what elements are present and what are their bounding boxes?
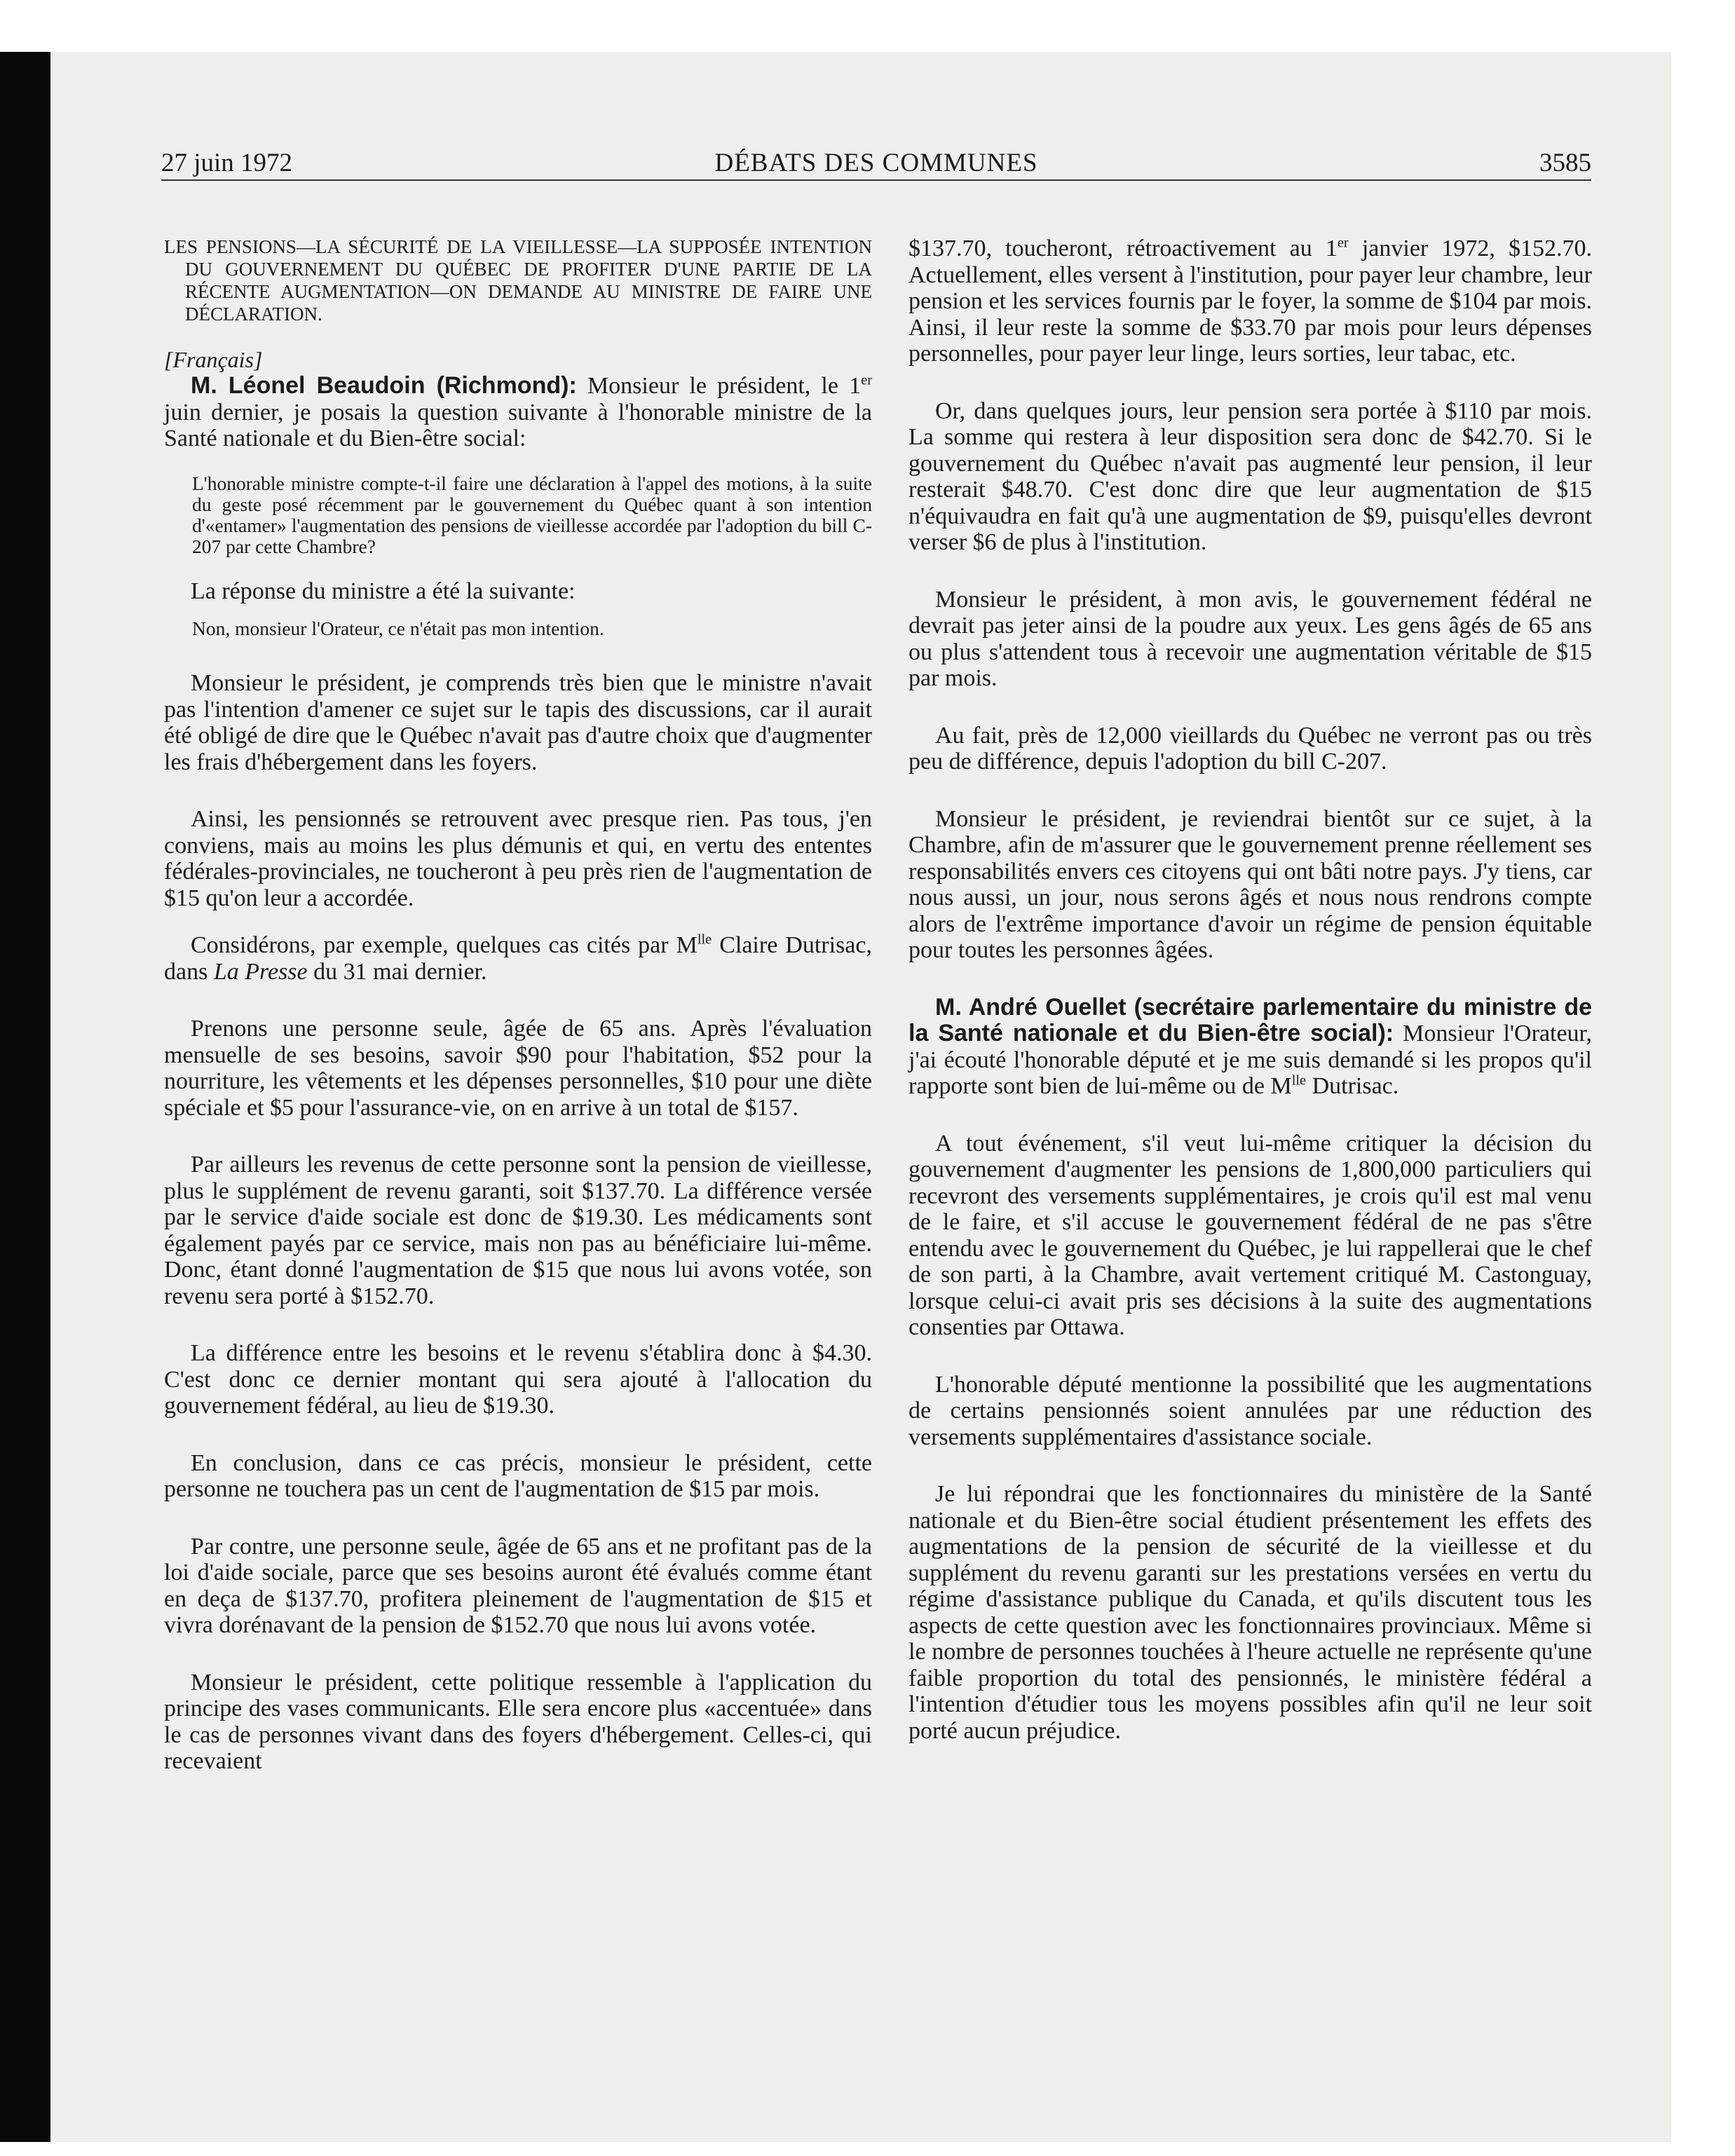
text-run: janvier 1972, $152.70. Actuellement, elles versent à l'institution, pour payer leur chambre, leur pension et les services fournis par le foyer, la somme de $104 par mois. Ainsi, il leur reste la somme de $33.70 par mois pour leurs dépenses personnelles, pour payer leur linge, leurs sorties, leur tabac, etc. xyxy=(909,236,1592,367)
text-run: Considérons, par exemple, quelques cas cités par M xyxy=(191,932,698,958)
paragraph xyxy=(909,236,1592,367)
paragraph: Monsieur le président, je reviendrai bientôt sur ce sujet, à la Chambre, afin de m'assurer que le gouvernement prenne réellement ses responsabilités envers ces citoyens qui ont bâti notre pays. J'y tiens, car nous aussi, un jour, nous serons âgés et nous nous rendrons compte alors de l'extrême importance d'avoir un régime de pension équitable pour toutes les personnes âgées. xyxy=(909,805,1592,963)
text-run: Dutrisac. xyxy=(1306,1073,1399,1099)
paragraph xyxy=(164,932,872,985)
paragraph: Monsieur le président, cette politique ressemble à l'application du principe des vases communicants. Elle sera encore plus «accentuée» dans le cas de personnes vivant dans des foyers d'hébergement. Celles-ci, qui recevaient xyxy=(164,1669,872,1774)
paragraph: La réponse du ministre a été la suivante: xyxy=(191,578,576,604)
superscript: lle xyxy=(697,932,712,948)
paragraph xyxy=(164,373,872,452)
paragraph: Or, dans quelques jours, leur pension sera portée à $110 par mois. La somme qui restera à leur disposition sera donc de $42.70. Si le gouvernement du Québec n'avait pas augmenté leur pension, il leur resterait $48.70. C'est donc dire que leur augmentation de $15 n'équivaudra en fait qu'à une augmentation de $9, puisqu'elles devront verser $6 de plus à l'institution. xyxy=(909,397,1592,555)
paragraph: Monsieur le président, à mon avis, le gouvernement fédéral ne devrait pas jeter ainsi de la poudre aux yeux. Les gens âgés de 65 ans ou plus s'attendent tous à recevoir une augmentation véritable de $15 par mois. xyxy=(909,586,1592,691)
paragraph: Par ailleurs les revenus de cette personne sont la pension de vieillesse, plus le supplément de revenu garanti, soit $137.70. La différence versée par le service d'aide sociale est donc de $19.30. Les médicaments sont également payés par ce service, mais non pas au bénéficiaire lui-même. Donc, étant donné l'augmentation de $15 que nous lui avons votée, son revenu sera porté à $152.70. xyxy=(164,1152,872,1309)
newspaper-title: La Presse xyxy=(213,958,308,985)
quoted-question: L'honorable ministre compte-t-il faire une déclaration à l'appel des motions, à la suite du geste posé récemment par le gouvernement du Québec quant à son intention d'«entamer» l'augmentation des pensions de vieillesse accordée par l'adoption du bill C-207 par cette Chambre? xyxy=(192,472,872,557)
superscript: lle xyxy=(1291,1072,1307,1089)
text-run: Monsieur l'Orateur, j'ai écouté l'honorable député et je me suis demandé si les propos qu'il rapporte sont bien de lui-même ou de M xyxy=(909,1021,1593,1099)
paragraph: Prenons une personne seule, âgée de 65 ans. Après l'évaluation mensuelle de ses besoins, savoir $90 pour l'habitation, $52 pour la nourriture, les vêtements et les dépenses personnelles, $10 pour une diète spéciale et $5 pour l'assurance-vie, on en arrive à un total de $157. xyxy=(164,1016,872,1121)
text-run: Monsieur le président, le 1 xyxy=(587,373,862,399)
text-run: Claire Dutrisac, dans xyxy=(164,932,872,985)
header-title: DÉBATS DES COMMUNES xyxy=(714,149,1038,177)
page-header xyxy=(161,149,1591,181)
paragraph: Je lui répondrai que les fonctionnaires du ministère de la Santé nationale et du Bien-être social étudient présentement les effets des augmentations de la pension de sécurité de la vieillesse et du supplément du revenu garanti sur les prestations versées en vertu du régime d'assistance publique du Canada, et qu'ils discutent tous les aspects de cette question avec les fonctionnaires provinciaux. Même si le nombre de personnes touchées à l'heure actuelle ne représente qu'une faible proportion du total des pensionnés, le ministère fédéral a l'intention d'étudier tous les moyens possibles afin qu'il ne leur soit porté aucun préjudice. xyxy=(909,1481,1592,1744)
paragraph: Monsieur le président, je comprends très bien que le ministre n'avait pas l'intention d'amener ce sujet sur le tapis des discussions, car il aurait été obligé de dire que le Québec n'avait pas d'autre choix que d'augmenter les frais d'hébergement dans les foyers. xyxy=(164,670,872,775)
header-page-number: 3585 xyxy=(1539,149,1591,177)
superscript: er xyxy=(1337,235,1349,251)
paragraph: Par contre, une personne seule, âgée de 65 ans et ne profitant pas de la loi d'aide sociale, parce que ses besoins auront été évalués comme étant en deça de $137.70, profitera pleinement de l'augmentation de $15 et vivra dorénavant de la pension de $152.70 que nous lui avons votée. xyxy=(164,1533,872,1638)
text-run: $137.70, toucheront, rétroactivement au 1 xyxy=(909,236,1338,261)
right-column xyxy=(909,236,1592,1744)
text-run: du 31 mai dernier. xyxy=(307,958,487,985)
superscript: er xyxy=(861,372,872,388)
section-heading: LES PENSIONS—LA SÉCURITÉ DE LA VIEILLESSE—LA SUPPOSÉE INTENTION DU GOUVERNEMENT DU QUÉBEC DE PROFITER D'UNE PARTIE DE LA RÉCENTE AUGMENTATION—ON DEMANDE AU MINISTRE DE FAIRE UNE DÉCLARATION. xyxy=(164,236,872,325)
scan-edge-bar xyxy=(0,52,50,2142)
left-column xyxy=(164,236,872,1775)
paragraph: Ainsi, les pensionnés se retrouvent avec presque rien. Pas tous, j'en conviens, mais au moins les plus démunis et qui, en vertu des ententes fédérales-provinciales, ne toucheront à peu près rien de l'augmentation de $15 qu'on leur a accordée. xyxy=(164,806,872,911)
paragraph: Au fait, près de 12,000 vieillards du Québec ne verront pas ou très peu de différence, depuis l'adoption du bill C-207. xyxy=(909,722,1592,775)
speaker-name: M. Léonel Beaudoin (Richmond): xyxy=(191,372,577,399)
quoted-answer: Non, monsieur l'Orateur, ce n'était pas mon intention. xyxy=(192,618,604,639)
header-date: 27 juin 1972 xyxy=(161,149,293,177)
speaker-name: M. André Ouellet (secrétaire parlementaire du ministre de la Santé nationale et du Bien-être social): xyxy=(909,993,1592,1046)
paragraph: L'honorable député mentionne la possibilité que les augmentations de certains pensionnés soient annulées par une réduction des versements supplémentaires d'assistance sociale. xyxy=(909,1371,1592,1450)
paragraph: En conclusion, dans ce cas précis, monsieur le président, cette personne ne touchera pas un cent de l'augmentation de $15 par mois. xyxy=(164,1449,872,1502)
paragraph: A tout événement, s'il veut lui-même critiquer la décision du gouvernement d'augmenter les pensions de 1,800,000 particuliers qui recevront des versements supplémentaires, je crois qu'il est mal venu de le faire, et s'il accuse le gouvernement fédéral de ne pas s'être entendu avec le gouvernement du Québec, je lui rappellerai que le chef de son parti, à la Chambre, avait vertement critiqué M. Castonguay, lorsque celui-ci avait pris ses décisions à la suite des augmentations consenties par Ottawa. xyxy=(909,1130,1592,1340)
paragraph: La différence entre les besoins et le revenu s'établira donc à $4.30. C'est donc ce dernier montant qui sera ajouté à l'allocation du gouvernement fédéral, au lieu de $19.30. xyxy=(164,1340,872,1419)
text-run: juin dernier, je posais la question suivante à l'honorable ministre de la Santé nationale et du Bien-être social: xyxy=(164,399,872,451)
language-tag: [Français] xyxy=(164,347,263,372)
paragraph xyxy=(909,995,1592,1100)
